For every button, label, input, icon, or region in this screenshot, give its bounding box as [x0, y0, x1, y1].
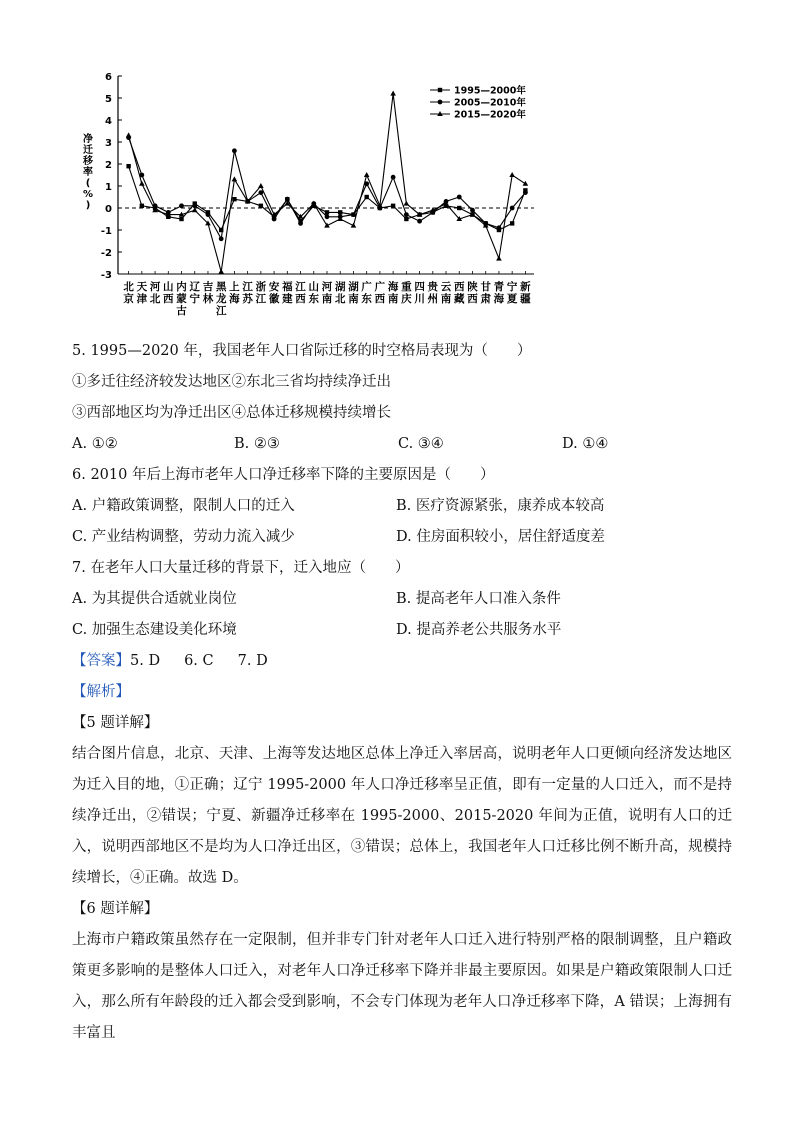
series-2-point — [298, 221, 303, 226]
q7-options-row1 — [72, 584, 732, 615]
answer-5: 5. D — [130, 653, 161, 669]
series-3-point — [390, 91, 396, 96]
y-tick-label: 1 — [105, 182, 112, 193]
series-2-point — [417, 219, 422, 224]
x-tick-label: 辽宁 — [189, 281, 200, 305]
y-tick-label: 2 — [105, 160, 112, 171]
question-content — [72, 336, 732, 1049]
series-1-point — [232, 197, 236, 201]
x-tick-label: 北京 — [123, 281, 134, 305]
q5-detail-heading: 【5 题详解】 — [72, 715, 159, 731]
x-tick-label: 上海 — [229, 281, 240, 305]
x-tick-label: 贵州 — [427, 281, 439, 305]
q7-option-c: C. 加强生态建设美化环境 — [72, 622, 237, 638]
legend-label: 2005—2010年 — [454, 97, 526, 109]
y-tick-label: 3 — [105, 138, 112, 149]
q6-option-d: D. 住房面积较小，居住舒适度差 — [396, 529, 605, 545]
series-2-point — [457, 195, 462, 200]
series-1-point — [338, 210, 342, 214]
q7-options-row2 — [72, 615, 732, 646]
x-tick-label: 黑龙江 — [215, 281, 227, 317]
q5-options — [72, 429, 732, 460]
answer-6: 6. C — [184, 653, 214, 669]
x-tick-label: 吉林 — [202, 281, 214, 305]
series-1-point — [259, 204, 263, 208]
answer-7: 7. D — [237, 653, 268, 669]
x-tick-label: 西藏 — [454, 281, 465, 305]
series-1-point — [391, 204, 395, 208]
q6-detail-paragraph: 上海市户籍政策虽然存在一定限制，但并非专门针对老年人口迁入进行特别严格的限制调整，且户籍政策更多影响的是整体人口迁入，对老年人口净迁移率下降并非最主要原因。如果是户籍政策限制人口迁入，那么所有年龄段的迁入都会受到影响，不会专门体现为老年人口净迁移率下降，A 错误；上海拥有丰富且 — [72, 932, 732, 1041]
x-tick-label: 广东 — [361, 281, 372, 305]
series-3-point — [523, 181, 529, 186]
x-tick-label: 湖南 — [348, 281, 359, 305]
q5-detail-text — [72, 739, 732, 894]
x-tick-label: 海南 — [387, 281, 399, 305]
series-line-1 — [129, 166, 526, 230]
x-tick-label: 宁夏 — [506, 281, 518, 305]
q6-stem: 6. 2010 年后上海市老年人口净迁移率下降的主要原因是（ ） — [72, 467, 495, 483]
q6-option-a: A. 户籍政策调整，限制人口的迁入 — [72, 498, 295, 514]
q5-detail-paragraph: 结合图片信息，北京、天津、上海等发达地区总体上净迁入率居高，说明老年人口更倾向经济发达地区为迁入目的地，①正确；辽宁 1995-2000 年人口净迁移率呈正值，即有一定量的人口迁入，而不是持续净迁出，②错误；宁夏、新疆净迁移率在 1995-2000、2015-2020 年间为正值，说明有人口的迁入，说明西部地区不是均为人口净迁出区，③错误；总体上，我国老年人口迁移比例不断升高，规模持续增长，④正确。故选 D。 — [72, 746, 732, 886]
series-2-point — [404, 212, 409, 217]
series-2-point — [206, 212, 211, 217]
x-tick-label: 甘肃 — [480, 281, 491, 305]
y-tick-label: -1 — [100, 226, 112, 237]
x-tick-label: 陕西 — [467, 281, 478, 305]
x-tick-label: 江苏 — [242, 281, 253, 305]
chart-svg — [80, 68, 540, 330]
series-3-point — [218, 269, 224, 274]
x-tick-label: 山西 — [163, 281, 174, 305]
legend-marker-square — [438, 88, 442, 92]
series-3-point — [139, 181, 145, 186]
q6-option-c: C. 产业结构调整，劳动力流入减少 — [72, 529, 295, 545]
analysis-label: 【解析】 — [72, 684, 130, 700]
q6-options-row2 — [72, 522, 732, 553]
q6-detail-text — [72, 925, 732, 1049]
series-1-point — [364, 195, 368, 199]
series-1-point — [510, 221, 514, 225]
x-tick-label: 云南 — [440, 281, 452, 305]
q5-option-d: D. ①④ — [562, 436, 609, 452]
x-tick-label: 山东 — [308, 281, 320, 305]
y-tick-label: 5 — [105, 94, 112, 105]
series-2-point — [219, 236, 224, 241]
q7-option-b: B. 提高老年人口准入条件 — [396, 591, 561, 607]
y-tick-label: 6 — [105, 72, 112, 83]
answer-row — [72, 646, 732, 677]
y-tick-label: -3 — [100, 270, 112, 281]
q7-stem: 7. 在老年人口大量迁移的背景下，迁入地应（ ） — [72, 560, 410, 576]
x-tick-label: 河南 — [321, 281, 333, 305]
x-tick-label: 湖北 — [334, 281, 346, 305]
x-tick-label: 浙江 — [255, 281, 267, 305]
q6-option-b: B. 医疗资源紧张，康养成本较高 — [396, 498, 605, 514]
series-3-point — [232, 176, 238, 181]
series-2-point — [523, 190, 528, 195]
series-1-point — [179, 217, 183, 221]
q5-option-a: A. ①② — [72, 436, 118, 452]
series-2-point — [510, 206, 515, 211]
q5-stem: 5. 1995—2020 年，我国老年人口省际迁移的时空格局表现为（ ） — [72, 343, 532, 359]
q7-option-a: A. 为其提供合适就业岗位 — [72, 591, 237, 607]
x-tick-label: 福建 — [282, 281, 293, 305]
q5-line1: ①多迁往经济较发达地区②东北三省均持续净迁出 — [72, 374, 391, 390]
series-2-point — [497, 225, 502, 230]
y-axis-label: 净迁移率( % ) — [82, 134, 94, 211]
x-tick-label: 内蒙古 — [176, 281, 187, 317]
answer-label: 【答案】 — [72, 653, 130, 669]
series-2-point — [272, 217, 277, 222]
y-tick-label: -2 — [100, 248, 112, 259]
series-3-point — [496, 256, 502, 261]
q5-option-c: C. ③④ — [398, 436, 444, 452]
x-tick-label: 广西 — [374, 281, 386, 305]
q5-line2: ③西部地区均为净迁出区④总体迁移规模持续增长 — [72, 405, 391, 421]
series-2-point — [391, 175, 396, 180]
series-3-point — [364, 172, 370, 177]
q5-option-b: B. ②③ — [234, 436, 280, 452]
series-3-point — [258, 183, 264, 188]
series-3-point — [509, 172, 515, 177]
x-tick-label: 四川 — [414, 281, 425, 305]
q6-detail-heading: 【6 题详解】 — [72, 901, 159, 917]
series-3-point — [404, 201, 410, 206]
series-2-point — [232, 148, 237, 153]
series-1-point — [140, 204, 144, 208]
series-1-point — [126, 164, 130, 168]
y-tick-label: 4 — [105, 116, 112, 127]
legend-marker-circle — [438, 100, 443, 105]
x-tick-label: 新疆 — [520, 281, 531, 305]
series-2-point — [325, 214, 330, 219]
series-2-point — [179, 203, 184, 208]
x-tick-label: 青海 — [493, 281, 505, 305]
migration-rate-chart — [80, 68, 540, 330]
x-tick-label: 安徽 — [268, 281, 280, 305]
series-1-point — [457, 206, 461, 210]
x-tick-label: 河北 — [149, 281, 161, 305]
series-3-point — [126, 132, 132, 137]
legend-label: 1995—2000年 — [454, 85, 526, 97]
q7-option-d: D. 提高养老公共服务水平 — [396, 622, 562, 638]
series-1-point — [325, 210, 329, 214]
q6-options-row1 — [72, 491, 732, 522]
y-tick-label: 0 — [105, 204, 112, 215]
legend-label: 2015—2020年 — [454, 109, 526, 121]
x-tick-label: 天津 — [136, 281, 148, 305]
series-2-point — [351, 212, 356, 217]
x-tick-label: 重庆 — [401, 281, 412, 305]
x-tick-label: 江西 — [295, 281, 306, 305]
series-1-point — [404, 217, 408, 221]
